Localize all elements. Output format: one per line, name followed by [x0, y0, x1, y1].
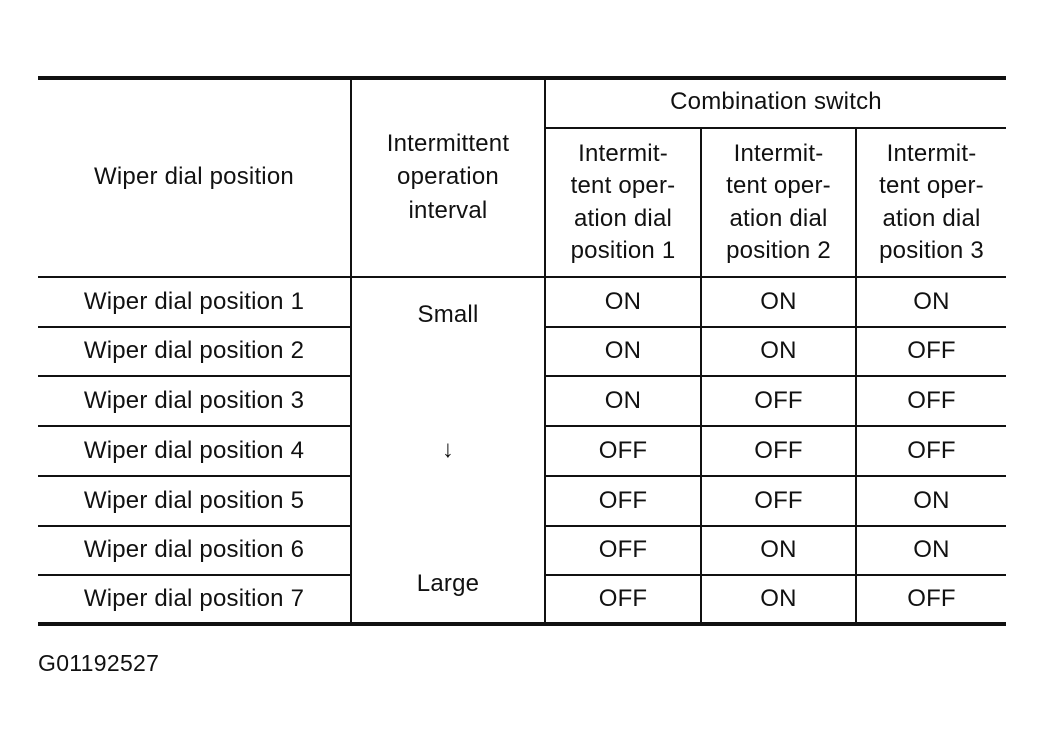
- table-bottom-rule: [38, 622, 1006, 626]
- row-3-dial-1: ON: [604, 386, 642, 414]
- row-3-dial-3: OFF: [907, 386, 956, 414]
- row-7-position: Wiper dial position 7: [83, 584, 305, 612]
- row-6-position: Wiper dial position 6: [83, 536, 305, 564]
- row-7-dial-2: ON: [760, 584, 797, 612]
- row-7-dial-3: OFF: [907, 584, 956, 612]
- header-wiper-dial-position: Wiper dial position: [94, 162, 294, 190]
- row-2-dial-1: ON: [604, 337, 642, 365]
- row-4-dial-2: OFF: [754, 436, 803, 464]
- interval-small-label: Small: [417, 300, 479, 328]
- header-dial-position-3: Intermit- tent oper- ation dial position 3: [879, 139, 984, 264]
- interval-arrow-down-icon: ↓: [441, 435, 455, 463]
- row-1-dial-2: ON: [760, 287, 797, 315]
- row-4-dial-3: OFF: [907, 436, 956, 464]
- row-6-dial-3: ON: [913, 536, 950, 564]
- row-2-dial-3: OFF: [907, 337, 956, 365]
- header-intermittent-interval: Intermittent operation interval: [386, 129, 510, 224]
- row-3-position: Wiper dial position 3: [83, 386, 305, 414]
- interval-large-label: Large: [416, 569, 480, 597]
- header-dial-position-1: Intermit- tent oper- ation dial position 1: [570, 139, 676, 264]
- row-5-dial-1: OFF: [598, 486, 648, 514]
- figure-id: G01192527: [38, 650, 160, 676]
- row-5-dial-2: OFF: [754, 486, 803, 514]
- row-2-dial-2: ON: [760, 337, 797, 365]
- row-1-position: Wiper dial position 1: [83, 287, 305, 315]
- row-4-dial-1: OFF: [598, 436, 648, 464]
- row-7-dial-1: OFF: [598, 584, 648, 612]
- header-combination-switch: Combination switch: [670, 88, 882, 116]
- row-3-dial-2: OFF: [754, 386, 803, 414]
- row-2-position: Wiper dial position 2: [83, 337, 305, 365]
- row-5-dial-3: ON: [913, 486, 950, 514]
- row-1-dial-3: ON: [913, 287, 950, 315]
- row-6-dial-2: ON: [760, 536, 797, 564]
- row-4-position: Wiper dial position 4: [83, 436, 305, 464]
- header-dial-position-2: Intermit- tent oper- ation dial position 2: [726, 139, 831, 264]
- row-1-dial-1: ON: [604, 287, 642, 315]
- row-5-position: Wiper dial position 5: [83, 486, 305, 514]
- row-6-dial-1: OFF: [598, 536, 648, 564]
